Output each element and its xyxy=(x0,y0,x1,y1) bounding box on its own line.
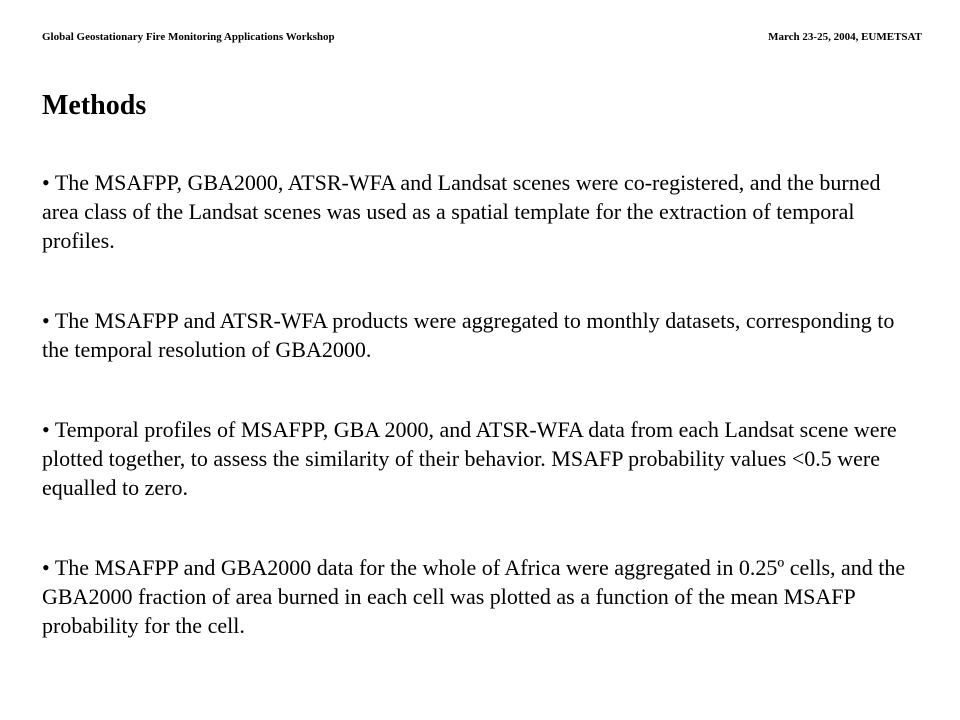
bullet-marker: • xyxy=(42,555,50,580)
bullet-marker: • xyxy=(42,170,50,195)
workshop-date-venue: March 23-25, 2004, EUMETSAT xyxy=(768,31,922,43)
bullet-text-4: The MSAFPP and GBA2000 data for the whole of Africa were aggregated in 0.25º cells, and the GBA2000 fraction of area burned in each cell was plotted as a function of the mean MSAFP probability for the cell. xyxy=(42,555,906,638)
bullet-marker: • xyxy=(42,308,50,333)
slide-header xyxy=(42,30,922,44)
bullet-text-3: Temporal profiles of MSAFPP, GBA 2000, and ATSR-WFA data from each Landsat scene were plotted together, to assess the similarity of their behavior. MSAFP probability values <0.5 were equalled to zero. xyxy=(42,417,897,500)
bullet-item-4 xyxy=(42,553,922,640)
slide-title: Methods xyxy=(42,90,147,121)
bullet-text-2: The MSAFPP and ATSR-WFA products were aggregated to monthly datasets, corresponding to the temporal resolution of GBA2000. xyxy=(42,308,895,362)
bullet-item-3 xyxy=(42,415,922,502)
bullet-list xyxy=(42,168,922,640)
bullet-text-1: The MSAFPP, GBA2000, ATSR-WFA and Landsat scenes were co-registered, and the burned area class of the Landsat scenes was used as a spatial template for the extraction of temporal profiles. xyxy=(42,170,881,253)
workshop-name: Global Geostationary Fire Monitoring Applications Workshop xyxy=(42,31,335,43)
bullet-item-2 xyxy=(42,306,922,364)
bullet-item-1 xyxy=(42,168,922,255)
bullet-marker: • xyxy=(42,417,50,442)
